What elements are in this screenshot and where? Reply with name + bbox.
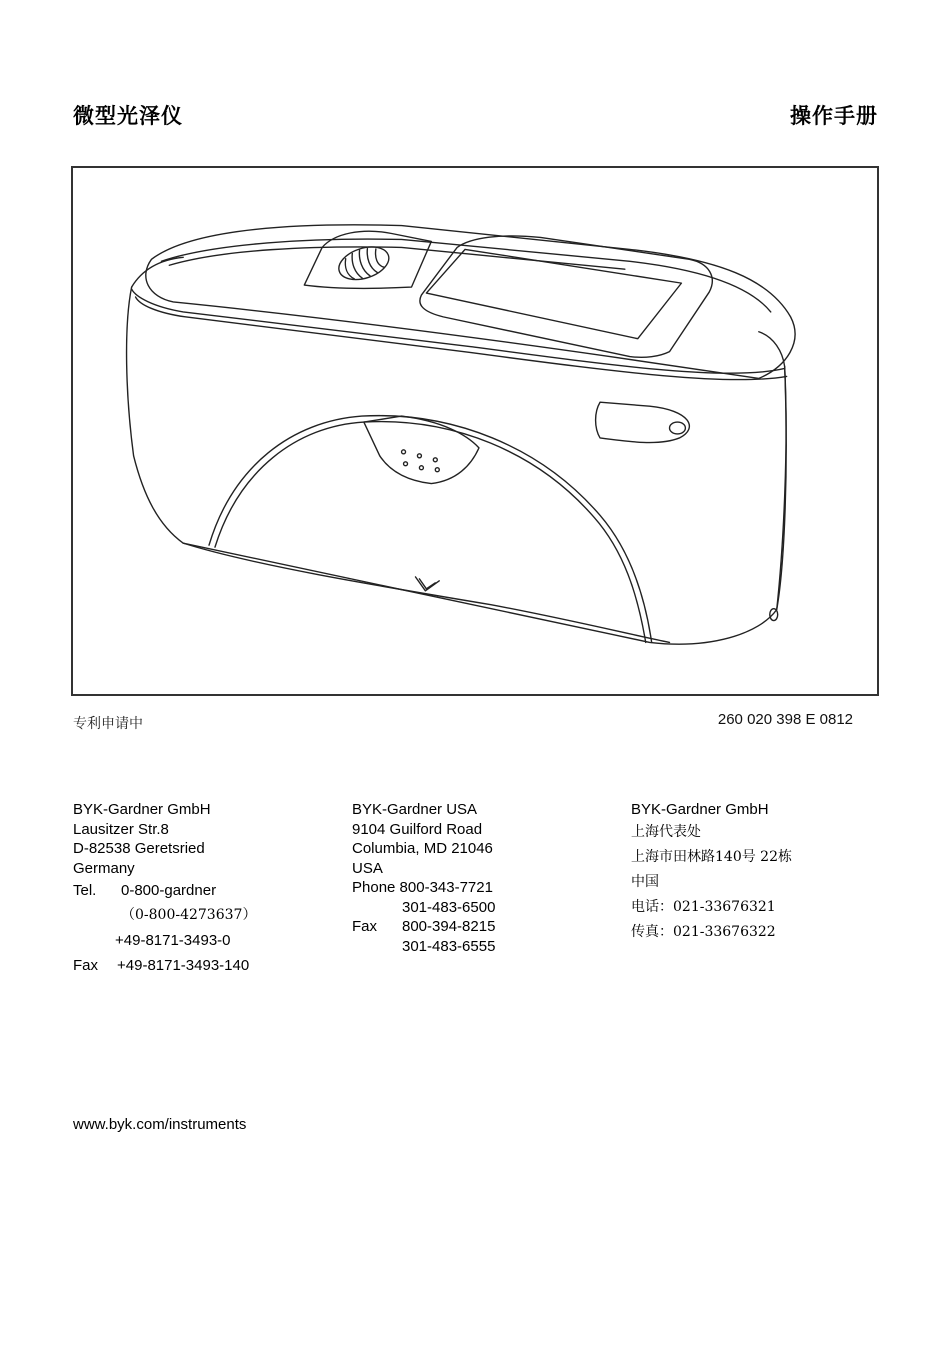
gloss-meter-drawing (73, 168, 877, 694)
tel-number: 0-800-gardner (121, 882, 217, 899)
tel-alt-line: （0-800-4273637） (121, 907, 257, 923)
fax-line (352, 917, 612, 937)
fax-label: Fax (73, 957, 99, 974)
city: D-82538 Geretsried (73, 840, 205, 857)
street: Lausitzer Str.8 (73, 820, 169, 838)
phone-line (352, 878, 612, 898)
device-illustration (71, 166, 879, 696)
fax-line-2: 301-483-6555 (402, 937, 496, 955)
tel-label: Tel. (73, 882, 97, 899)
phone-number: 800-343-7721 (399, 879, 493, 896)
company-name: BYK-Gardner USA (352, 801, 478, 818)
manual-title: 操作手册 (790, 105, 878, 128)
document-number: 260 020 398 E 0812 (717, 711, 853, 728)
tel-intl-line: +49-8171-3493-0 (115, 932, 231, 949)
company-name: BYK-Gardner GmbH (631, 801, 769, 818)
tel-line: 电话：021-33676321 (631, 898, 776, 915)
tel-line (73, 878, 333, 903)
office-name: 上海代表处 (631, 823, 701, 840)
street: 上海市田林路140号 22栋 (631, 848, 792, 865)
roller-knob (335, 241, 393, 285)
measurement-arc (209, 416, 652, 643)
fax-line: 传真：021-33676322 (631, 923, 776, 940)
country: USA (352, 859, 383, 877)
address-usa (352, 800, 612, 956)
patent-notice: 专利申请中 (73, 716, 143, 732)
country: 中国 (631, 873, 659, 890)
address-china (631, 800, 891, 945)
product-title: 微型光泽仪 (73, 105, 183, 128)
device-body-outline (146, 225, 795, 379)
phone-line-2: 301-483-6500 (402, 898, 496, 916)
fax-line (73, 953, 333, 978)
street: 9104 Guilford Road (352, 820, 483, 838)
phone-label: Phone (352, 879, 396, 896)
device-front-outline (127, 287, 786, 644)
fax-number: +49-8171-3493-140 (117, 957, 250, 974)
speaker-housing (364, 416, 479, 483)
fax-number: 800-394-8215 (402, 918, 496, 935)
side-button-dot (670, 422, 686, 434)
country: Germany (73, 859, 135, 877)
company-name: BYK-Gardner GmbH (73, 801, 211, 818)
website-link[interactable]: www.byk.com/instruments (73, 1116, 247, 1133)
fax-label: Fax (352, 918, 378, 935)
address-germany (73, 800, 333, 978)
city: Columbia, MD 21046 (352, 840, 493, 857)
